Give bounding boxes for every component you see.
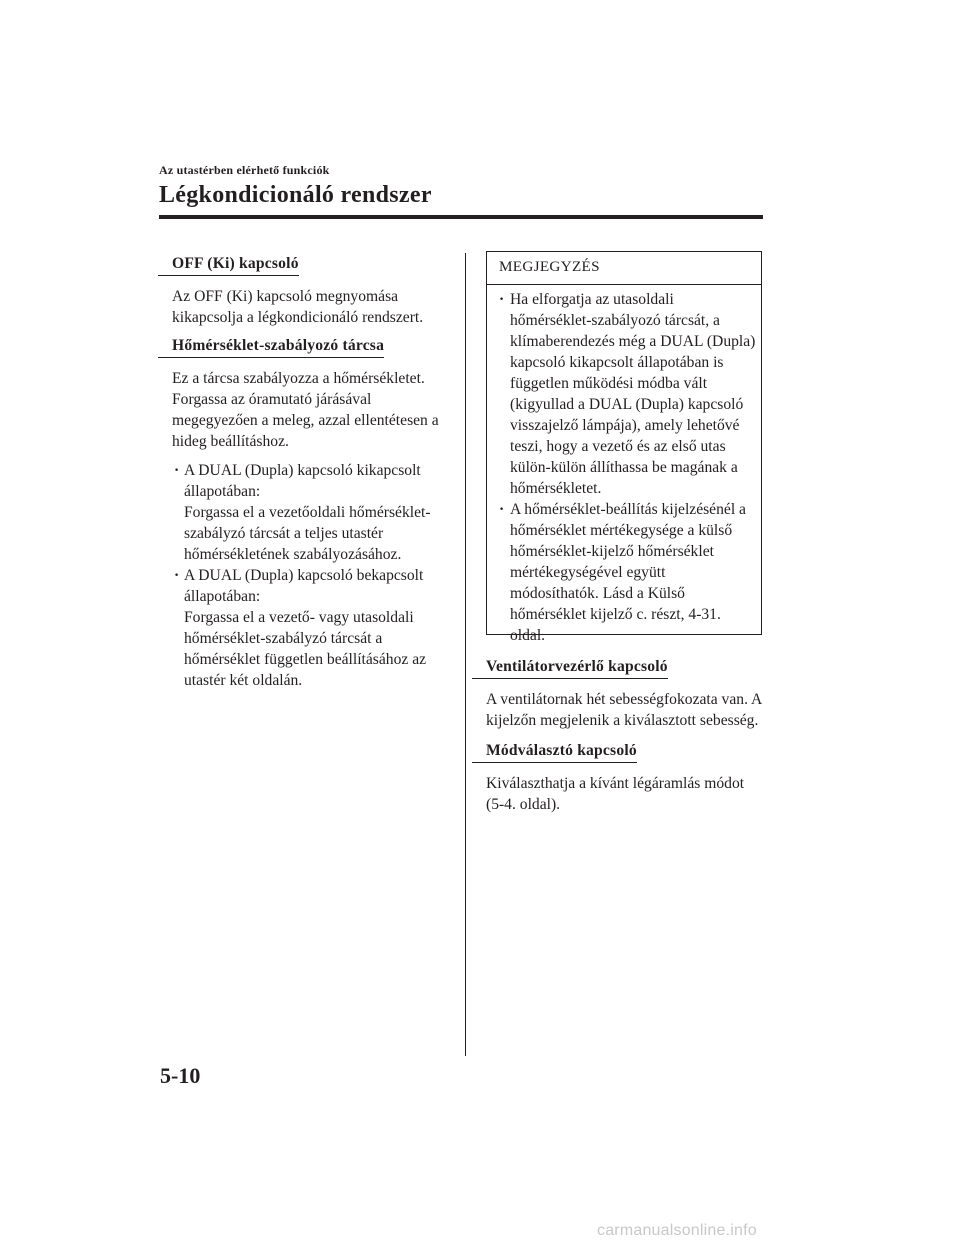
bullet-condition: · A DUAL (Dupla) kapcsoló bekapcsolt állapotában:	[184, 567, 424, 605]
left-column	[172, 253, 450, 691]
bullet-condition: · A DUAL (Dupla) kapcsoló kikapcsolt állapotában:	[184, 462, 421, 500]
bullet-instruction: Forgassa el a vezetőoldali hőmérséklet-szabályzó tárcsát a teljes utastér hőmérsékletének szabályozásához.	[184, 504, 431, 563]
off-switch-text: Az OFF (Ki) kapcsoló megnyomása kikapcsolja a légkondicionáló rendszert.	[172, 288, 424, 326]
right-column	[486, 656, 766, 815]
list-item	[184, 460, 450, 565]
bullet-instruction: Forgassa el a vezető- vagy utasoldali hőmérséklet-szabályzó tárcsát a hőmérséklet független beállításához az utastér két oldalán.	[184, 609, 427, 689]
page-number: 5-10	[160, 1063, 201, 1088]
note-header: MEGJEGYZÉS	[487, 252, 761, 285]
note-body	[510, 289, 758, 646]
section-heading-fan-control: Ventilátorvezérlő kapcsoló	[486, 658, 668, 675]
mode-selector-text: Kiválaszthatja a kívánt légáramlás módot (5-4. oldal).	[486, 775, 745, 813]
section-heading-off-switch: OFF (Ki) kapcsoló	[172, 255, 299, 272]
column-divider	[465, 253, 466, 1056]
section-heading-temperature-dial: Hőmérséklet-szabályozó tárcsa	[172, 337, 385, 354]
note-box	[486, 251, 762, 644]
note-item: · Ha elforgatja az utasoldali hőmérséklet-szabályozó tárcsát, a klímaberendezés még a DUAL (Dupla) kapcsoló kikapcsolt állapotában is független működési módba vált (kigyullad a DUAL (Dupla) kapcsoló visszajelző lámpája), amely lehetővé teszi, hogy a vezető és az első utas külön-külön állíthassa be magának a hőmérsékletet.	[510, 289, 758, 499]
temperature-bullet-list	[172, 460, 450, 691]
note-item: · A hőmérséklet-beállítás kijelzésénél a hőmérséklet mértékegysége a külső hőmérséklet-kijelző hőmérséklet mértékegységével együtt módosíthatók. Lásd a Külső hőmérséklet kijelző c. részt, 4-31. oldal.	[510, 499, 758, 646]
section-heading-mode-selector: Módválasztó kapcsoló	[486, 742, 637, 759]
breadcrumb: Az utastérben elérhető funkciók	[159, 163, 330, 177]
temperature-dial-text: Ez a tárcsa szabályozza a hőmérsékletet. Forgassa az óramutató járásával megegyezően a meleg, azzal ellentétesen a hideg beállításhoz.	[172, 370, 439, 450]
fan-control-text: A ventilátornak hét sebességfokozata van. A kijelzőn megjelenik a kiválasztott sebesség.	[486, 691, 762, 729]
page-title: Légkondicionáló rendszer	[159, 182, 432, 208]
title-rule	[159, 215, 763, 219]
watermark: carmanualsonline.info	[597, 1222, 757, 1239]
list-item	[184, 565, 450, 691]
